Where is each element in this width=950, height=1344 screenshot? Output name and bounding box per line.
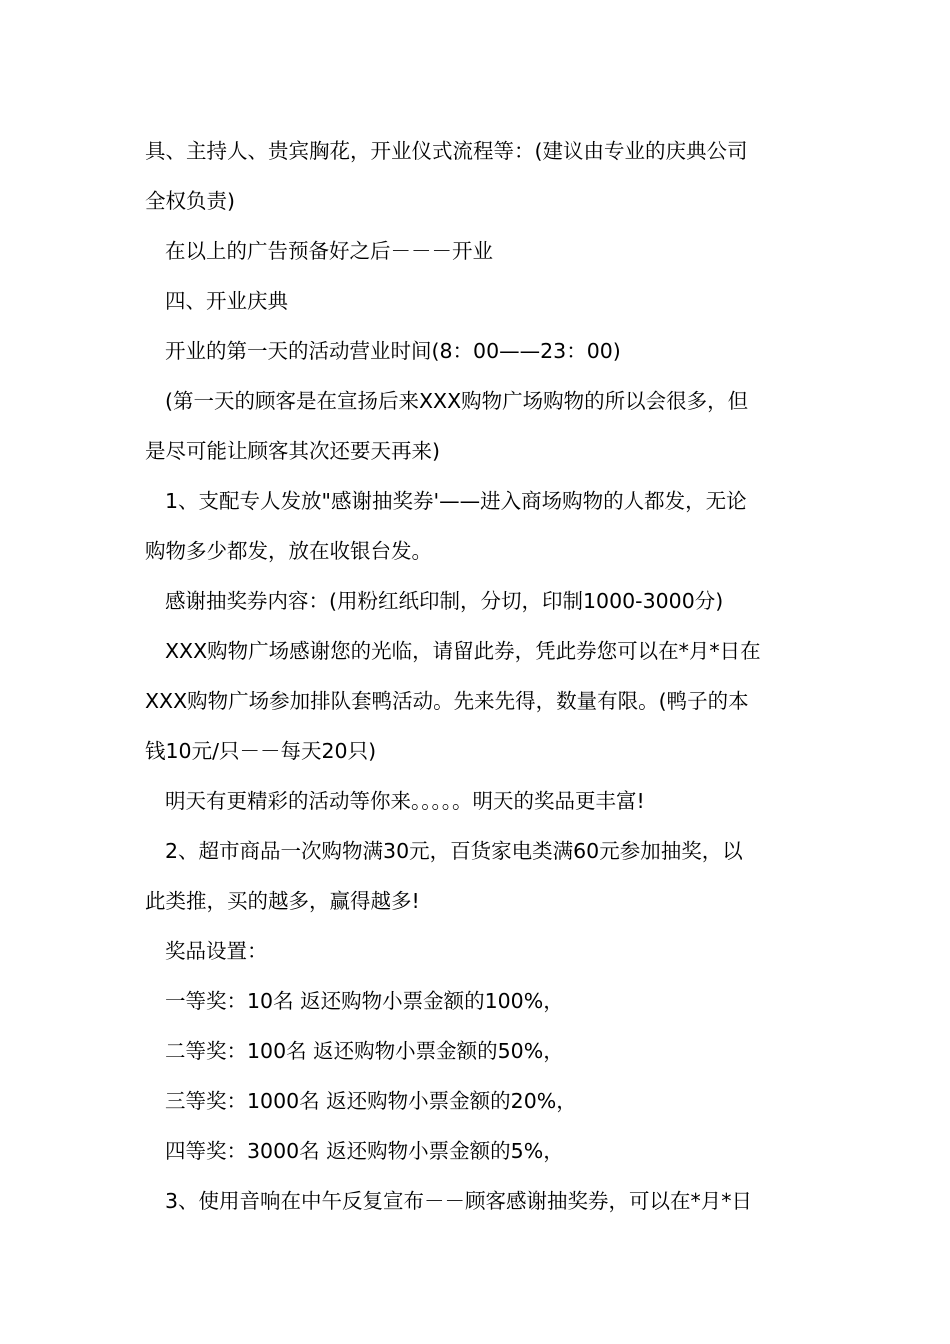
prize-line: 三等奖：1000名 返还购物小票金额的20%，	[165, 1089, 577, 1113]
section-heading: 四、开业庆典	[165, 289, 288, 313]
text-line: 钱10元/只－－每天20只)	[145, 739, 377, 763]
text-line: XXX购物广场感谢您的光临，请留此券，凭此券您可以在*月*日在	[165, 639, 761, 663]
list-item: 3、使用音响在中午反复宣布－－顾客感谢抽奖券，可以在*月*日	[165, 1189, 753, 1213]
list-item: 2、超市商品一次购物满30元，百货家电类满60元参加抽奖，以	[165, 839, 743, 863]
text-line: 购物多少都发，放在收银台发。	[145, 539, 432, 563]
text-line: 开业的第一天的活动营业时间(8：00——23：00)	[165, 339, 621, 363]
text-line: 感谢抽奖券内容：(用粉红纸印制，分切，印制1000-3000分)	[165, 589, 724, 613]
prize-line: 一等奖：10名 返还购物小票金额的100%，	[165, 989, 564, 1013]
text-line: 全权负责)	[145, 189, 235, 213]
text-line: (第一天的顾客是在宣扬后来XXX购物广场购物的所以会很多，但	[165, 389, 749, 413]
prize-line: 四等奖：3000名 返还购物小票金额的5%，	[165, 1139, 564, 1163]
text-line: XXX购物广场参加排队套鸭活动。先来先得，数量有限。(鸭子的本	[145, 689, 749, 713]
text-line: 具、主持人、贵宾胸花，开业仪式流程等：(建议由专业的庆典公司	[145, 139, 748, 163]
text-line: 此类推，买的越多，赢得越多!	[145, 889, 420, 913]
text-line: 在以上的广告预备好之后－－－开业	[165, 239, 493, 263]
text-line: 明天有更精彩的活动等你来。。。。。明天的奖品更丰富!	[165, 789, 645, 813]
text-line: 奖品设置：	[165, 939, 268, 963]
text-line: 是尽可能让顾客其次还要天再来)	[145, 439, 440, 463]
prize-line: 二等奖：100名 返还购物小票金额的50%，	[165, 1039, 564, 1063]
list-item: 1、支配专人发放"感谢抽奖券'——进入商场购物的人都发，无论	[165, 489, 747, 513]
